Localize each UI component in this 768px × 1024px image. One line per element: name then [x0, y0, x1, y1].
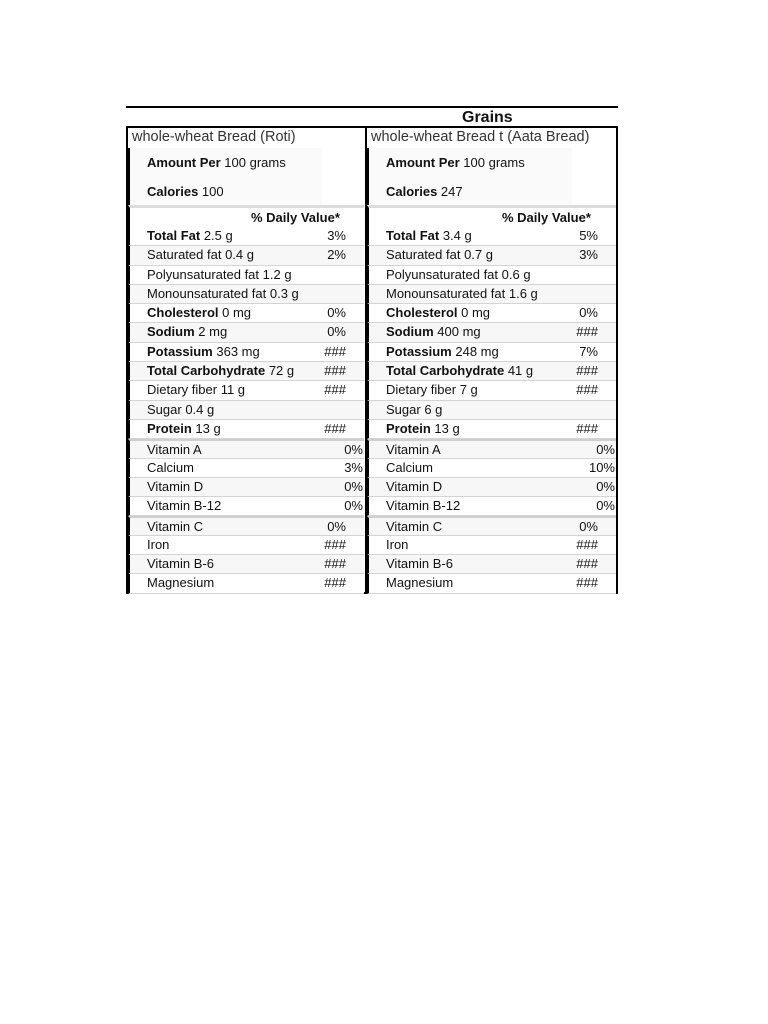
nutrient-daily-percent: 0%: [596, 478, 615, 494]
nutrient-name: Vitamin A: [386, 442, 441, 458]
amount-per-label: Amount Per: [147, 155, 221, 170]
nutrient-label: [386, 227, 472, 245]
nutrient-row: [128, 304, 364, 323]
nutrient-daily-percent: ###: [324, 536, 346, 552]
nutrient-row: [128, 401, 364, 420]
nutrient-row: [367, 439, 616, 458]
nutrient-row: [128, 362, 364, 381]
nutrient-name: Calcium: [147, 459, 194, 475]
nutrient-row: [367, 285, 616, 304]
nutrient-row: [128, 227, 364, 246]
nutrient-name: Sugar: [386, 401, 421, 417]
nutrient-label: [147, 343, 260, 361]
nutrient-label: [386, 304, 490, 322]
nutrient-name: Iron: [147, 536, 170, 552]
nutrient-label: [386, 381, 478, 399]
nutrient-amount: 363 mg: [212, 343, 260, 359]
nutrient-label: [147, 574, 214, 592]
nutrient-amount: 13 g: [191, 420, 221, 436]
nutrient-label: [147, 459, 194, 477]
nutrient-row: [367, 536, 616, 555]
nutrient-amount: 1.6 g: [505, 285, 538, 301]
nutrient-label: [386, 323, 481, 341]
nutrient-daily-percent: ###: [324, 343, 346, 359]
nutrient-row: [367, 323, 616, 342]
nutrient-row: [367, 304, 616, 323]
daily-value-label: % Daily Value*: [502, 210, 591, 225]
nutrient-label: [386, 459, 433, 477]
column-roti: [126, 128, 366, 594]
nutrient-label: [386, 536, 408, 554]
nutrient-name: Iron: [386, 536, 409, 552]
nutrient-rows: [128, 227, 364, 594]
nutrient-amount: 0.6 g: [498, 266, 531, 282]
nutrient-amount: 0.7 g: [460, 247, 493, 263]
nutrient-amount: 2.5 g: [200, 228, 233, 243]
nutrient-name: Magnesium: [147, 575, 215, 591]
nutrient-label: [386, 362, 533, 380]
nutrient-row: [128, 420, 364, 439]
daily-value-header: [128, 205, 364, 227]
nutrient-row: [367, 227, 616, 246]
calories-label: Calories: [147, 184, 199, 199]
serving-box: [128, 148, 322, 205]
nutrient-daily-percent: ###: [576, 536, 598, 552]
nutrient-name: Calcium: [386, 459, 433, 475]
nutrient-label: [147, 536, 169, 554]
nutrient-label: [386, 441, 441, 459]
nutrient-label: [147, 381, 245, 399]
nutrient-label: [386, 246, 493, 264]
nutrient-name: Potassium: [386, 343, 452, 359]
nutrient-daily-percent: 0%: [596, 498, 615, 514]
calories-value: 247: [437, 184, 463, 199]
nutrient-name: Total Carbohydrate: [147, 363, 266, 379]
nutrient-row: [128, 478, 364, 497]
nutrient-label: [147, 497, 221, 515]
nutrient-amount: 41 g: [504, 363, 534, 379]
nutrient-daily-percent: ###: [576, 324, 598, 340]
nutrient-row: [367, 555, 616, 574]
nutrient-row: [128, 574, 364, 593]
nutrient-row: [367, 246, 616, 265]
nutrient-label: [386, 574, 453, 592]
nutrient-row: [367, 459, 616, 478]
nutrient-row: [128, 343, 364, 362]
nutrient-amount: 0 mg: [218, 305, 252, 321]
nutrient-daily-percent: 0%: [327, 519, 346, 535]
nutrient-daily-percent: 0%: [596, 442, 615, 458]
nutrient-label: [386, 420, 460, 438]
nutrient-label: [147, 362, 294, 380]
nutrient-amount: 0 mg: [457, 305, 491, 321]
nutrient-name: Magnesium: [386, 575, 454, 591]
daily-value-header: [367, 205, 616, 227]
nutrient-label: [386, 401, 442, 419]
calories-line: [147, 184, 224, 199]
nutrient-label: [386, 343, 499, 361]
nutrient-daily-percent: 2%: [327, 247, 346, 263]
nutrient-label: [147, 323, 227, 341]
nutrient-row: [367, 343, 616, 362]
nutrient-name: Vitamin B-6: [147, 556, 214, 572]
nutrient-daily-percent: ###: [576, 382, 598, 398]
column-heading: whole-wheat Bread (Roti): [132, 129, 296, 145]
nutrient-name: Cholesterol: [147, 305, 219, 321]
nutrient-label: [386, 555, 453, 573]
nutrient-daily-percent: ###: [324, 382, 346, 398]
nutrient-name: Polyunsaturated fat: [386, 266, 499, 282]
nutrient-label: [147, 227, 233, 245]
nutrient-row: [128, 516, 364, 535]
nutrient-label: [386, 478, 442, 496]
nutrient-daily-percent: 7%: [579, 343, 598, 359]
nutrient-daily-percent: 3%: [344, 459, 363, 475]
nutrient-label: [386, 285, 538, 303]
nutrient-name: Protein: [386, 420, 431, 436]
nutrient-name: Dietary fiber: [386, 382, 457, 398]
nutrient-daily-percent: 0%: [327, 324, 346, 340]
column-heading: whole-wheat Bread t (Aata Bread): [371, 129, 590, 145]
nutrient-row: [128, 459, 364, 478]
nutrient-name: Total Fat: [147, 228, 201, 243]
nutrient-name: Potassium: [147, 343, 213, 359]
amount-per-label: Amount Per: [386, 155, 460, 170]
nutrient-name: Vitamin C: [386, 519, 443, 535]
nutrient-label: [147, 304, 251, 322]
calories-label: Calories: [386, 184, 438, 199]
nutrient-row: [367, 362, 616, 381]
nutrient-name: Monounsaturated fat: [386, 285, 506, 301]
nutrient-amount: 0.4 g: [181, 401, 215, 417]
nutrient-name: Cholesterol: [386, 305, 458, 321]
nutrient-name: Sodium: [147, 324, 195, 340]
column-aata-bread: [365, 128, 618, 594]
nutrient-daily-percent: 5%: [579, 228, 598, 243]
nutrient-amount: 0.3 g: [266, 285, 299, 301]
nutrient-daily-percent: ###: [324, 556, 346, 572]
nutrient-amount: 0.4 g: [221, 247, 254, 263]
nutrient-name: Vitamin A: [147, 442, 202, 458]
nutrient-name: Total Fat: [386, 228, 440, 243]
nutrient-name: Monounsaturated fat: [147, 285, 267, 301]
nutrient-amount: 3.4 g: [439, 228, 472, 243]
nutrient-label: [147, 441, 202, 459]
nutrient-daily-percent: 10%: [588, 459, 615, 475]
nutrient-row: [367, 401, 616, 420]
nutrient-daily-percent: ###: [324, 575, 346, 591]
nutrient-label: [147, 246, 254, 264]
nutrient-name: Vitamin B-6: [386, 556, 453, 572]
amount-per-line: [386, 155, 525, 170]
nutrient-row: [128, 266, 364, 285]
nutrient-label: [147, 285, 299, 303]
nutrient-amount: 248 mg: [451, 343, 499, 359]
nutrient-row: [128, 285, 364, 304]
nutrient-row: [367, 381, 616, 400]
nutrient-amount: 11 g: [217, 382, 246, 398]
nutrient-name: Vitamin C: [147, 519, 204, 535]
nutrient-amount: 400 mg: [433, 324, 481, 340]
nutrient-daily-percent: 0%: [579, 519, 598, 535]
nutrient-daily-percent: 0%: [327, 305, 346, 321]
nutrient-label: [147, 401, 214, 419]
nutrient-daily-percent: 3%: [579, 247, 598, 263]
nutrient-amount: 2 mg: [194, 324, 228, 340]
nutrient-daily-percent: ###: [576, 575, 598, 591]
nutrient-row: [128, 323, 364, 342]
nutrient-label: [147, 420, 221, 438]
nutrient-row: [128, 555, 364, 574]
nutrient-name: Polyunsaturated fat: [147, 266, 260, 282]
nutrient-label: [147, 518, 203, 536]
sheet-title-bar: [126, 106, 618, 128]
nutrient-name: Vitamin B-12: [147, 498, 222, 514]
daily-value-label: % Daily Value*: [251, 210, 340, 225]
nutrient-amount: 1.2 g: [259, 266, 292, 282]
nutrition-sheet: [126, 106, 618, 594]
nutrient-row: [128, 497, 364, 516]
nutrient-name: Dietary fiber: [147, 382, 218, 398]
nutrient-name: Vitamin D: [147, 478, 204, 494]
nutrient-daily-percent: ###: [324, 420, 346, 436]
nutrient-name: Sugar: [147, 401, 182, 417]
nutrient-daily-percent: ###: [576, 556, 598, 572]
nutrient-label: [386, 497, 460, 515]
nutrient-name: Protein: [147, 420, 192, 436]
nutrient-name: Saturated fat: [386, 247, 461, 263]
nutrient-name: Saturated fat: [147, 247, 222, 263]
nutrient-name: Total Carbohydrate: [386, 363, 505, 379]
nutrient-name: Vitamin B-12: [386, 498, 461, 514]
nutrient-row: [367, 516, 616, 535]
nutrient-daily-percent: 3%: [327, 228, 346, 243]
nutrient-daily-percent: ###: [576, 420, 598, 436]
nutrient-row: [367, 497, 616, 516]
nutrient-daily-percent: 0%: [344, 478, 363, 494]
nutrient-amount: 13 g: [430, 420, 460, 436]
nutrient-name: Vitamin D: [386, 478, 443, 494]
nutrient-name: Sodium: [386, 324, 434, 340]
nutrient-daily-percent: 0%: [344, 498, 363, 514]
nutrient-daily-percent: 0%: [579, 305, 598, 321]
nutrient-row: [367, 266, 616, 285]
calories-line: [386, 184, 463, 199]
nutrient-label: [147, 266, 292, 284]
amount-per-line: [147, 155, 286, 170]
nutrient-label: [386, 266, 531, 284]
nutrient-rows: [367, 227, 616, 594]
nutrient-row: [128, 381, 364, 400]
nutrient-row: [367, 478, 616, 497]
nutrient-label: [386, 518, 442, 536]
nutrient-amount: 72 g: [265, 363, 295, 379]
nutrient-daily-percent: 0%: [344, 442, 363, 458]
amount-per-value: 100 grams: [220, 155, 286, 170]
nutrient-label: [147, 555, 214, 573]
sheet-title: Grains: [462, 109, 513, 126]
amount-per-value: 100 grams: [459, 155, 525, 170]
nutrient-row: [367, 420, 616, 439]
serving-box: [367, 148, 572, 205]
nutrient-row: [128, 439, 364, 458]
nutrient-row: [367, 574, 616, 593]
nutrient-daily-percent: ###: [324, 363, 346, 379]
nutrient-row: [128, 536, 364, 555]
nutrient-amount: 7 g: [456, 382, 478, 398]
nutrient-daily-percent: ###: [576, 363, 598, 379]
nutrient-amount: 6 g: [420, 401, 443, 417]
calories-value: 100: [198, 184, 224, 199]
nutrient-label: [147, 478, 203, 496]
nutrient-row: [128, 246, 364, 265]
